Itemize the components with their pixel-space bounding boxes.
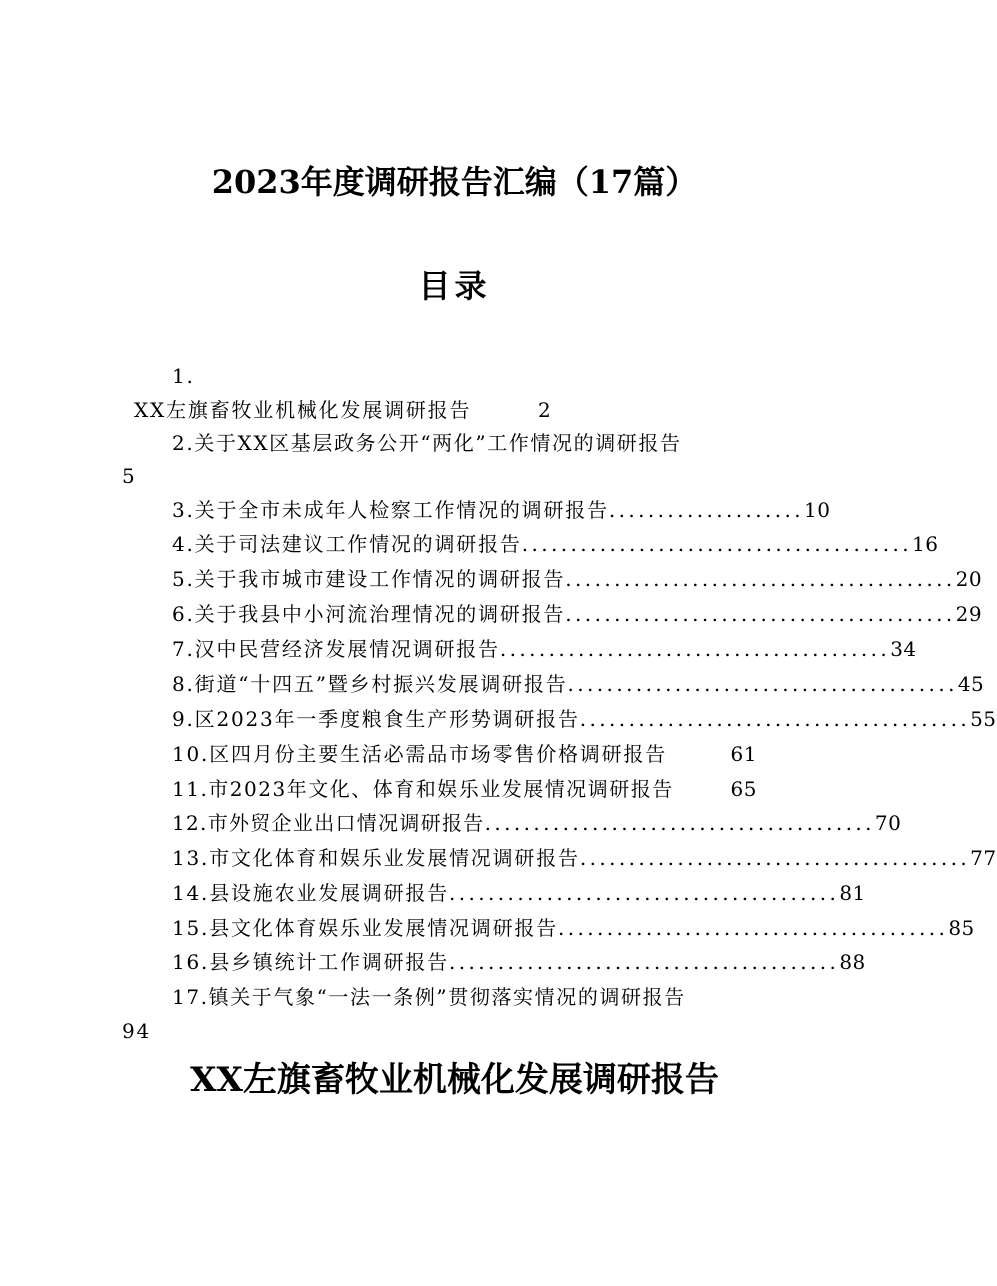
toc-entry-page: 77 <box>970 846 997 870</box>
toc-entry-page: 29 <box>955 602 983 626</box>
toc-entry-1-page: 2 <box>538 398 553 422</box>
toc-heading: 目录 <box>418 267 491 305</box>
toc-entry-page: 61 <box>730 742 757 766</box>
toc-entry <box>172 635 917 663</box>
toc-entry-title: 14.县设施农业发展调研报告 <box>172 881 450 905</box>
toc-leader-dots <box>667 740 731 768</box>
toc-leader-dots: ........................................ <box>567 672 958 696</box>
toc-entry-1-title: XX左旗畜牧业机械化发展调研报告 <box>134 398 472 422</box>
toc-entry-title: 15.县文化体育娱乐业发展情况调研报告 <box>172 916 559 940</box>
toc-entry-title: 4.关于司法建议工作情况的调研报告 <box>172 532 522 556</box>
toc-leader-dots: ........................................ <box>484 811 875 835</box>
toc-entry-2-page: 5 <box>122 464 137 488</box>
toc-leader-dots: ........................................ <box>565 602 956 626</box>
toc-entry <box>172 530 939 558</box>
toc-entry-title: 12.市外贸企业出口情况调研报告 <box>172 811 485 835</box>
toc-entry <box>172 740 757 768</box>
toc-entry-page: 70 <box>874 811 902 835</box>
toc-entry <box>172 705 997 733</box>
toc-entry-title: 8.街道“十四五”暨乡村振兴发展调研报告 <box>172 672 568 696</box>
toc-entry-page: 65 <box>730 777 757 801</box>
section-title: XX左旗畜牧业机械化发展调研报告 <box>190 1060 719 1100</box>
toc-entry-page: 20 <box>955 567 983 591</box>
toc-leader-dots: ........................................ <box>565 567 956 591</box>
toc-entry-page: 85 <box>948 916 975 940</box>
toc-entry <box>172 565 983 593</box>
toc-leader-dots: ........................................ <box>579 707 971 731</box>
toc-leader-dots: ........................................ <box>499 637 891 661</box>
toc-entry <box>172 670 985 698</box>
toc-leader-dots: ........................................ <box>521 532 912 556</box>
toc-entry-page: 88 <box>839 950 866 974</box>
toc-entry <box>172 879 866 907</box>
toc-entry-title: 3.关于全市未成年人检察工作情况的调研报告 <box>172 498 609 522</box>
toc-entry-title: 9.区2023年一季度粮食生产形势调研报告 <box>172 707 580 731</box>
toc-leader-dots: ........................................ <box>449 881 840 905</box>
toc-entry-title: 13.市文化体育和娱乐业发展情况调研报告 <box>172 846 580 870</box>
document-title: 2023年度调研报告汇编（17篇） <box>211 163 698 201</box>
toc-leader-dots: ........................................ <box>579 846 971 870</box>
toc-entry <box>172 844 997 872</box>
toc-entry-title: 10.区四月份主要生活必需品市场零售价格调研报告 <box>172 742 668 766</box>
toc-entry <box>172 914 975 942</box>
toc-leader-dots: ........................................ <box>449 950 840 974</box>
toc-entry-page: 10 <box>804 498 831 522</box>
toc-entry-title: 6.关于我县中小河流治理情况的调研报告 <box>172 602 566 626</box>
toc-entry-2-title: 2.关于XX区基层政务公开“两化”工作情况的调研报告 <box>172 431 682 455</box>
toc-entry-page: 81 <box>839 881 866 905</box>
toc-entry-1-number: 1. <box>172 364 195 388</box>
toc-entry-page: 55 <box>970 707 997 731</box>
toc-entry <box>172 775 757 803</box>
toc-entry-page: 45 <box>957 672 985 696</box>
toc-entry-title: 16.县乡镇统计工作调研报告 <box>172 950 450 974</box>
toc-leader-dots: ........................................ <box>558 916 949 940</box>
toc-entry-17-title: 17.镇关于气象“一法一条例”贯彻落实情况的调研报告 <box>172 985 686 1009</box>
toc-entry <box>172 496 831 524</box>
toc-leader-dots: .................... <box>608 498 805 522</box>
toc-entry <box>172 809 902 837</box>
toc-entry-title: 7.汉中民营经济发展情况调研报告 <box>172 637 500 661</box>
toc-entry-title: 5.关于我市城市建设工作情况的调研报告 <box>172 567 566 591</box>
toc-entry-title: 11.市2023年文化、体育和娱乐业发展情况调研报告 <box>172 777 674 801</box>
toc-entry <box>172 948 866 976</box>
toc-entry <box>172 600 983 628</box>
toc-entry-page: 34 <box>890 637 917 661</box>
toc-entry-17-page: 94 <box>122 1019 152 1043</box>
toc-entry-page: 16 <box>911 532 939 556</box>
toc-leader-dots <box>674 775 731 803</box>
